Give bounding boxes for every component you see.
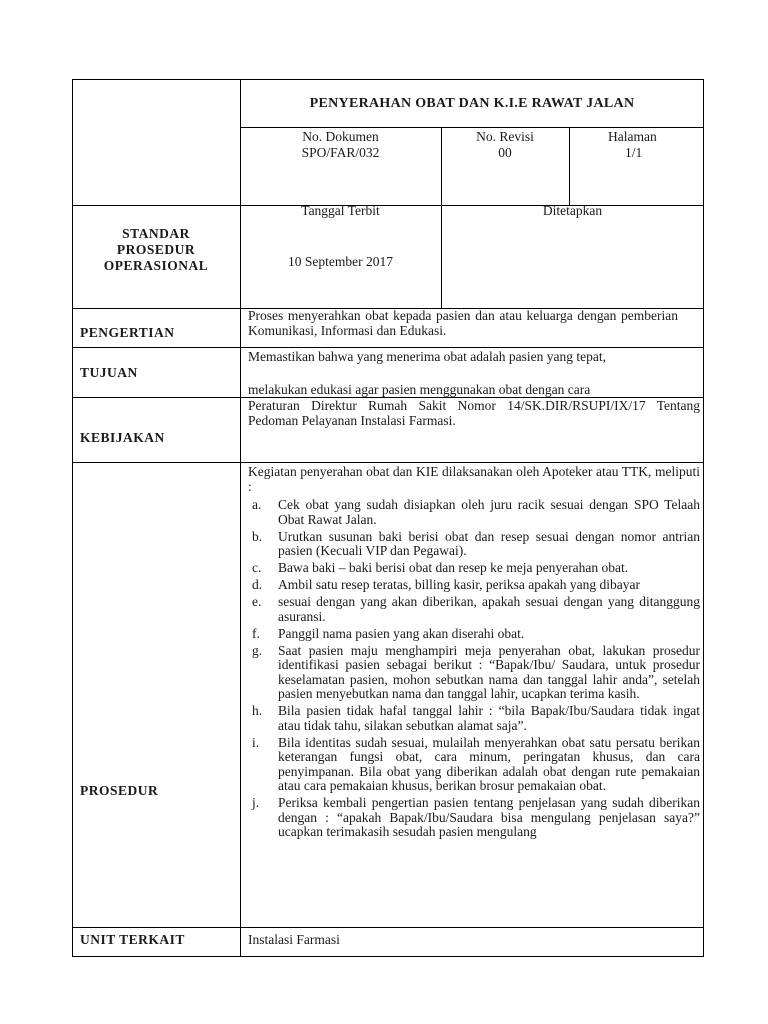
pengertian-text: Proses menyerahkan obat kepada pasien dan atau keluarga dengan pemberian Komunikasi, Informasi dan Edukasi.	[248, 308, 678, 338]
row-divider-tujuan	[72, 347, 704, 348]
step-text: Cek obat yang sudah disiapkan oleh juru racik sesuai dengan SPO Telaah Obat Rawat Jalan.	[278, 497, 700, 527]
prosedur-step	[248, 644, 700, 702]
prosedur-step	[248, 796, 700, 840]
no-dokumen-label: No. Dokumen	[302, 129, 379, 144]
row-divider-prosedur	[72, 462, 704, 463]
step-text: Bawa baki – baki berisi obat dan resep ke meja penyerahan obat.	[278, 560, 629, 575]
step-letter: i.	[252, 734, 260, 750]
row-divider-unit	[72, 927, 704, 928]
step-text: Saat pasien maju menghampiri meja penyerahan obat, lakukan prosedur identifikasi pasien sebagai berikut : “Bapak/Ibu/ Saudara, untuk prosedur keselamatan pasien, mohon sebutkan nama dan tanggal lahir anda”, setelah pasien menyebutkan nama dan tanggal lahir, ucapkan terima kasih.	[278, 642, 700, 701]
divider-ditetapkan	[441, 205, 442, 308]
step-letter: h.	[252, 703, 263, 718]
step-text: Bila identitas sudah sesuai, mulailah menyerahkan obat satu persatu berikan keterangan fungsi obat, cara minum, peringatan khusus, dan cara penyimpanan. Bila obat yang diberikan adalah obat dengan rute pemakaian atau cara pemakaian khusus, berikan brosur pemakaian obat.	[278, 734, 700, 793]
step-letter: d.	[252, 577, 263, 592]
no-revisi-label: No. Revisi	[476, 129, 534, 144]
prosedur-label: PROSEDUR	[80, 783, 159, 798]
step-text: sesuai dengan yang akan diberikan, apakah sesuai dengan yang ditanggung asuransi.	[278, 594, 700, 624]
halaman-value: 1/1	[625, 145, 643, 160]
ditetapkan-label: Ditetapkan	[542, 203, 603, 218]
prosedur-step	[248, 736, 700, 794]
document-title: PENYERAHAN OBAT DAN K.I.E RAWAT JALAN	[309, 96, 635, 111]
prosedur-step	[248, 704, 700, 733]
no-dokumen-value: SPO/FAR/032	[301, 145, 380, 160]
step-letter: j.	[252, 795, 260, 810]
step-letter: g.	[252, 642, 263, 658]
prosedur-step	[248, 627, 700, 642]
prosedur-step	[248, 498, 700, 527]
tanggal-terbit-value: 10 September 2017	[288, 254, 393, 269]
prosedur-intro: Kegiatan penyerahan obat dan KIE dilaksanakan oleh Apoteker atau TTK, meliputi :	[248, 464, 700, 494]
step-letter: e.	[252, 594, 262, 609]
standar-label-line3: OPERASIONAL	[103, 258, 209, 273]
standar-label-line2: PROSEDUR	[116, 242, 196, 257]
prosedur-steps	[248, 498, 700, 842]
tanggal-terbit-label: Tanggal Terbit	[301, 203, 380, 218]
step-letter: c.	[252, 560, 262, 575]
step-text: Ambil satu resep teratas, billing kasir, periksa apakah yang dibayar	[278, 577, 640, 592]
step-text: Panggil nama pasien yang akan diserahi obat.	[278, 625, 525, 641]
step-letter: a.	[252, 497, 262, 512]
step-text: Bila pasien tidak hafal tanggal lahir : “bila Bapak/Ibu/Saudara tidak ingat atau tidak tahu, silakan sebutkan alamat saja”.	[278, 703, 700, 733]
no-revisi-value: 00	[498, 145, 512, 160]
step-text: Urutkan susunan baki berisi obat dan resep sesuai dengan nomor antrian pasien (Kecuali VIP dan Pegawai).	[278, 528, 700, 558]
unit-terkait-text: Instalasi Farmasi	[248, 932, 340, 947]
prosedur-step	[248, 561, 700, 576]
kebijakan-label: KEBIJAKAN	[80, 430, 165, 445]
standar-label-line1: STANDAR	[122, 226, 190, 241]
kebijakan-text: Peraturan Direktur Rumah Sakit Nomor 14/SK.DIR/RSUPI/IX/17 Tentang Pedoman Pelayanan Instalasi Farmasi.	[248, 398, 700, 428]
divider-halaman	[569, 127, 570, 205]
pengertian-label: PENGERTIAN	[80, 325, 175, 340]
prosedur-step	[248, 595, 700, 624]
prosedur-step	[248, 578, 700, 593]
step-text: Periksa kembali pengertian pasien tentang penjelasan yang sudah diberikan dengan : “apakah Bapak/Ibu/Saudara bisa mengulang penjelasan saya?” ucapkan terimakasih sesudah pasien mengulang	[278, 795, 700, 839]
step-letter: f.	[252, 625, 260, 641]
step-letter: b.	[252, 528, 263, 544]
prosedur-step	[248, 530, 700, 559]
tujuan-label: TUJUAN	[80, 365, 138, 380]
halaman-label: Halaman	[608, 129, 657, 144]
tujuan-text-line1: Memastikan bahwa yang menerima obat adalah pasien yang tepat,	[248, 349, 606, 364]
tujuan-text-line2: melakukan edukasi agar pasien menggunakan obat dengan cara	[248, 382, 591, 397]
row-divider-title	[240, 127, 704, 128]
unit-terkait-label: UNIT TERKAIT	[80, 932, 185, 947]
